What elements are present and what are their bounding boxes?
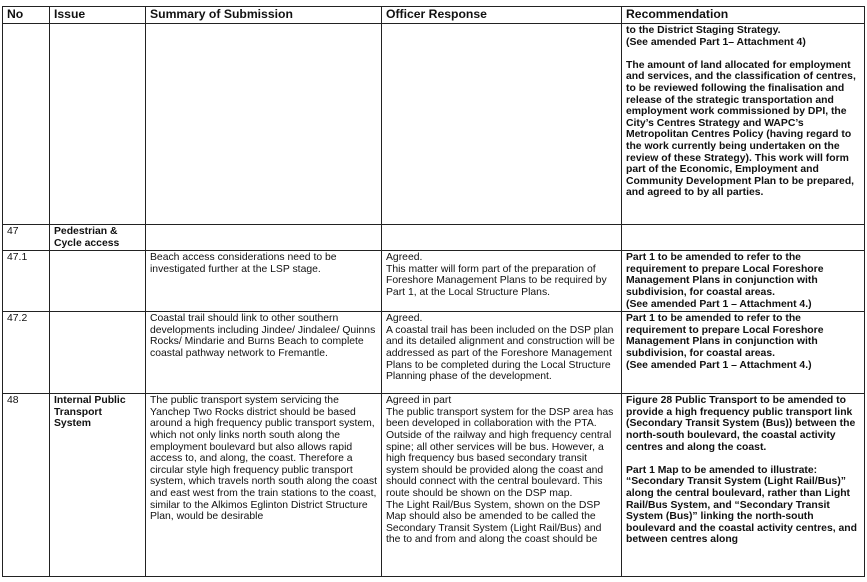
cell-recommendation — [622, 251, 865, 312]
header-issue: Issue — [50, 7, 146, 24]
recommendation-text: Part 1 Map to be amended to illustrate: “Secondary Transit System (Light Rail/Bus)” along the central boulevard, rather than Light Rail/Bus System, and “Secondary Transit System (Bus)” linking the north-south boulevard and the coastal activity centres, and between centres along — [626, 464, 857, 546]
recommendation-reference: (See amended Part 1 – Attachment 4.) — [626, 298, 812, 310]
header-officer-response: Officer Response — [382, 7, 622, 24]
table-row — [3, 225, 865, 251]
recommendation-text: Part 1 to be amended to refer to the requirement to prepare Local Foreshore Management Plans in conjunction with subdivision, for coastal areas. — [626, 313, 824, 359]
response-text: A coastal trail has been included on the DSP plan and its detailed alignment and construction will be addressed as part of the Foreshore Management Plans to be completed during the Local Structure Planning phase of the development. — [386, 324, 615, 383]
response-verdict: Agreed. — [386, 252, 423, 264]
cell-no: 48 — [3, 394, 50, 577]
recommendation-reference: (See amended Part 1– Attachment 4) — [626, 36, 806, 48]
cell-no — [3, 24, 50, 225]
response-text: The Light Rail/Bus System, shown on the DSP Map should also be amended to be called the Secondary Transit System (Light Rail/Bus) and the to and from and along the coast should be — [386, 499, 602, 546]
cell-officer-response — [382, 394, 622, 577]
cell-summary: Coastal trail should link to other southern developments including Jindee/ Jindalee/ Quinns Rocks/ Mindarie and Burns Beach to complete coastal pathway network to Fremantle. — [146, 312, 382, 394]
recommendation-reference: (See amended Part 1 – Attachment 4.) — [626, 359, 812, 371]
cell-issue: Internal Public Transport System — [50, 394, 146, 577]
header-no: No — [3, 7, 50, 24]
table-row — [3, 24, 865, 225]
cell-no: 47.1 — [3, 251, 50, 312]
table-row — [3, 394, 865, 577]
header-recommendation: Recommendation — [622, 7, 865, 24]
response-text: The public transport system for the DSP area has been developed in collaboration with the PTA. Outside of the railway and high frequency central spine; all other services will be bus. However, a high frequency bus based secondary transit system should be provided along the coast and should connect with the central boulevard. This route should be shown on the DSP map. — [386, 406, 614, 499]
cell-summary: The public transport system servicing the Yanchep Two Rocks district should be based around a high frequency public transport system, which not only links north south along the employment boulevard but also allows rapid access to, and along, the coast. Therefore a circular style high frequency public transport system, which travels north south along the coast and east west from the train stations to the coast, similar to the Alkimos Eglinton District Structure Plan, would be desirable — [146, 394, 382, 577]
cell-no: 47 — [3, 225, 50, 251]
recommendation-text: Part 1 to be amended to refer to the requirement to prepare Local Foreshore Management Plans in conjunction with subdivision, for coastal areas. — [626, 252, 824, 298]
recommendation-text: Figure 28 Public Transport to be amended to provide a high frequency public transport link (Secondary Transit System (Bus)) between the north-south boulevard, the coastal activity centres and along the coast. — [626, 395, 856, 453]
cell-officer-response — [382, 251, 622, 312]
cell-issue: Pedestrian & Cycle access — [50, 225, 146, 251]
recommendation-text: to the District Staging Strategy. — [626, 25, 781, 36]
response-verdict: Agreed in part — [386, 395, 452, 407]
cell-recommendation — [622, 312, 865, 394]
cell-no: 47.2 — [3, 312, 50, 394]
cell-recommendation — [622, 24, 865, 225]
cell-issue — [50, 312, 146, 394]
header-summary: Summary of Submission — [146, 7, 382, 24]
cell-recommendation — [622, 394, 865, 577]
table-header-row — [3, 7, 865, 24]
cell-summary — [146, 24, 382, 225]
response-verdict: Agreed. — [386, 313, 423, 325]
cell-issue — [50, 251, 146, 312]
cell-recommendation — [622, 225, 865, 251]
cell-summary: Beach access considerations need to be investigated further at the LSP stage. — [146, 251, 382, 312]
submissions-table — [2, 6, 865, 577]
recommendation-text: The amount of land allocated for employment and services, and the classification of centres, to be reviewed following the finalisation and release of the strategic transportation and employment work commissioned by DPI, the City’s Centres Strategy and WAPC’s Metropolitan Centres Policy (having regard to the work currently being undertaken on the review of these Strategy). This work will form part of the Economic, Employment and Community Development Plan to be prepared, and agreed to by all parties. — [626, 59, 856, 199]
response-text: This matter will form part of the preparation of Foreshore Management Plans to be required by Part 1, at the Local Structure Plans. — [386, 263, 607, 298]
cell-officer-response — [382, 225, 622, 251]
table-row — [3, 312, 865, 394]
table-row — [3, 251, 865, 312]
cell-officer-response — [382, 312, 622, 394]
cell-summary — [146, 225, 382, 251]
cell-issue — [50, 24, 146, 225]
cell-officer-response — [382, 24, 622, 225]
